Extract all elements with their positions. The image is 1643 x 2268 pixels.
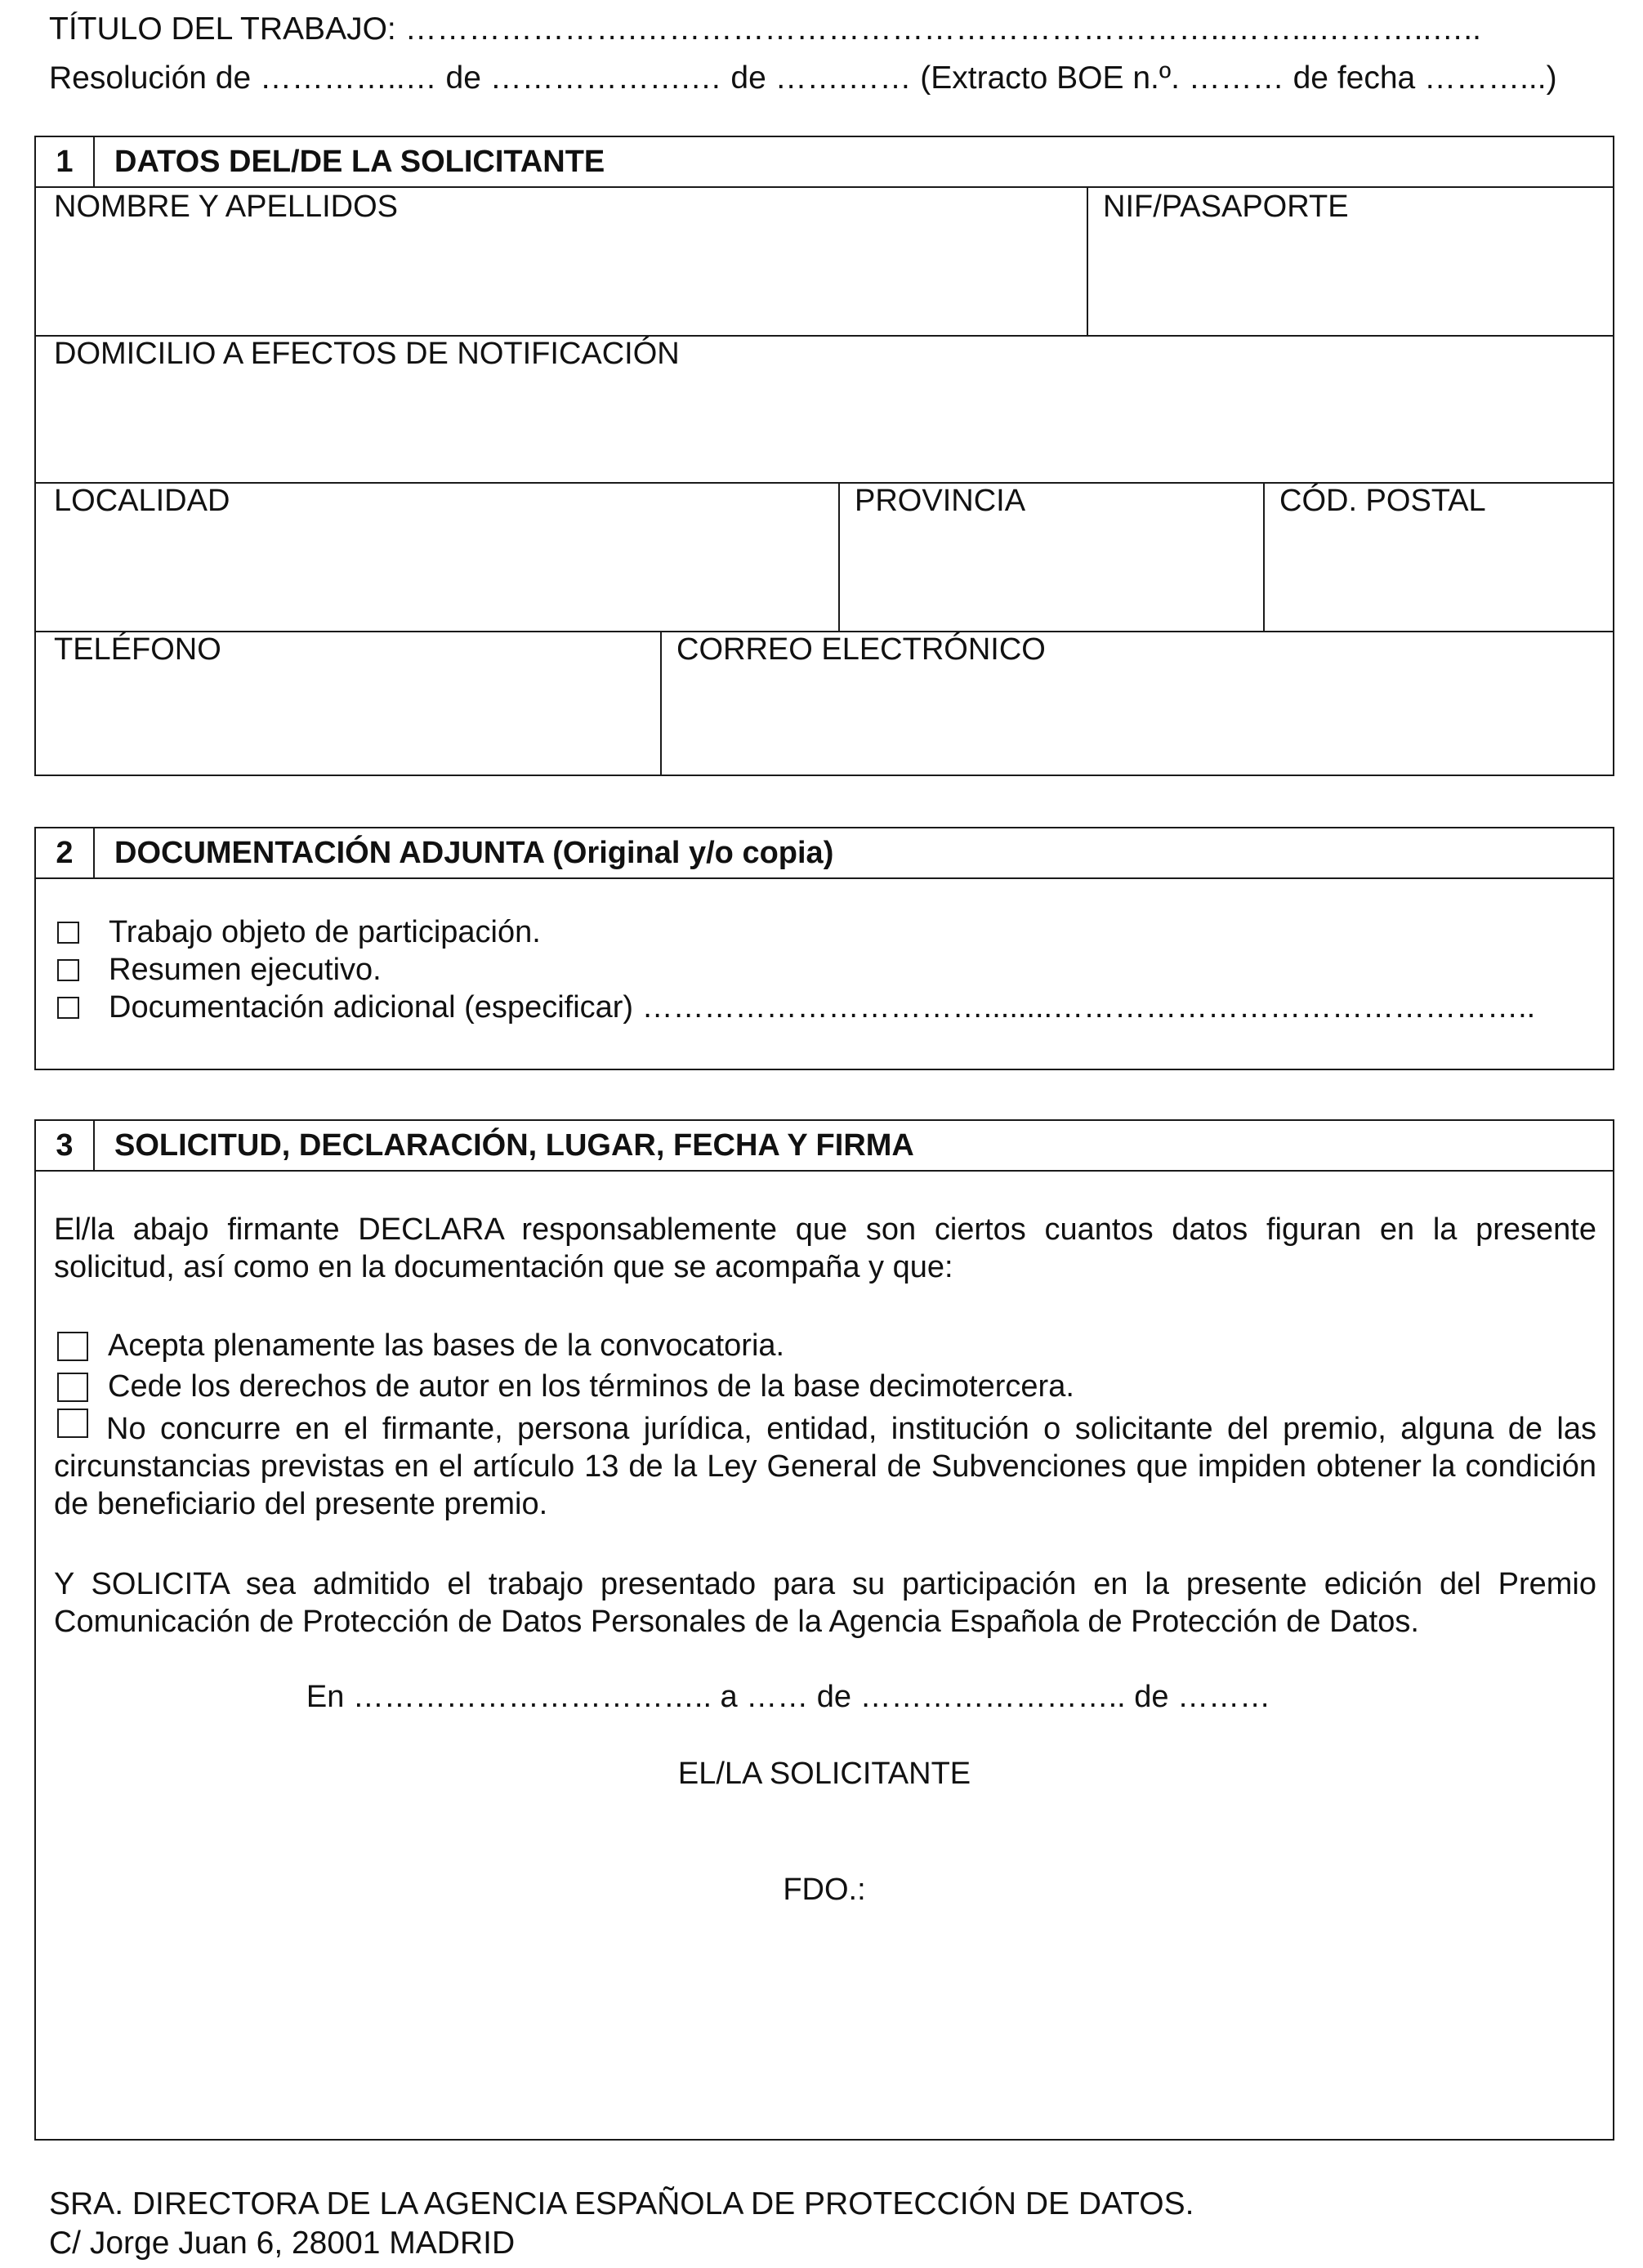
declaration-check-label: Cede los derechos de autor en los términos de la base decimotercera. bbox=[108, 1369, 1074, 1404]
doc-item-label: Trabajo objeto de participación. bbox=[109, 915, 541, 949]
divider bbox=[1263, 482, 1265, 631]
section-number: 1 bbox=[36, 137, 95, 186]
lugar-fecha-line[interactable]: En …………………………….. a …… de …………………….. de ……… bbox=[306, 1680, 1271, 1714]
address-line: C/ Jorge Juan 6, 28001 MADRID bbox=[49, 2226, 516, 2261]
nif-field[interactable]: NIF/PASAPORTE bbox=[1103, 190, 1349, 224]
doc-item bbox=[57, 990, 1535, 1025]
section-header bbox=[36, 828, 1613, 879]
declaration-check bbox=[57, 1328, 784, 1364]
section-number: 2 bbox=[36, 828, 95, 877]
section-title: DATOS DEL/DE LA SOLICITANTE bbox=[114, 144, 605, 179]
declaration-check-label: No concurre en el firmante, persona jurídica, entidad, institución o solicitante del premio, alguna de las circunstancias previstas en el artículo 13 de la Ley General de Subvenciones que impiden obtener la condición de beneficiario del presente premio. bbox=[54, 1412, 1596, 1521]
doc-item-label: Resumen ejecutivo. bbox=[109, 953, 382, 987]
checkbox[interactable] bbox=[57, 1373, 88, 1402]
firma-field[interactable]: FDO.: bbox=[783, 1873, 866, 1907]
section-title: DOCUMENTACIÓN ADJUNTA (Original y/o copia) bbox=[114, 835, 834, 870]
section-datos-solicitante bbox=[34, 136, 1614, 776]
checkbox[interactable] bbox=[57, 959, 79, 981]
divider bbox=[838, 482, 840, 631]
localidad-field[interactable]: LOCALIDAD bbox=[54, 484, 230, 518]
solicita-text: Y SOLICITA sea admitido el trabajo presentado para su participación en la presente edición del Premio Comunicación de Protección de Datos Personales de la Agencia Española de Protección de Datos. bbox=[54, 1567, 1596, 1639]
telefono-field[interactable]: TELÉFONO bbox=[54, 632, 221, 667]
correo-field[interactable]: CORREO ELECTRÓNICO bbox=[676, 632, 1046, 667]
domicilio-field[interactable]: DOMICILIO A EFECTOS DE NOTIFICACIÓN bbox=[54, 337, 680, 371]
declaration-text: El/la abajo firmante DECLARA responsablemente que son ciertos cuantos datos figuran en la presente solicitud, así como en la documentación que se acompaña y que: bbox=[54, 1212, 1596, 1284]
doc-item bbox=[57, 915, 541, 950]
cod-postal-field[interactable]: CÓD. POSTAL bbox=[1279, 484, 1486, 518]
declaration-check bbox=[57, 1369, 1074, 1404]
section-title: SOLICITUD, DECLARACIÓN, LUGAR, FECHA Y FIRMA bbox=[114, 1127, 914, 1163]
provincia-field[interactable]: PROVINCIA bbox=[855, 484, 1026, 518]
section-number: 3 bbox=[36, 1121, 95, 1170]
checkbox[interactable] bbox=[57, 922, 79, 944]
solicitante-label: EL/LA SOLICITANTE bbox=[677, 1757, 971, 1791]
section-documentacion bbox=[34, 827, 1614, 1070]
declaration-check-label: Acepta plenamente las bases de la convocatoria. bbox=[108, 1328, 785, 1363]
titulo-label: TÍTULO DEL TRABAJO: bbox=[49, 11, 396, 47]
divider bbox=[1087, 188, 1088, 335]
doc-item bbox=[57, 953, 382, 988]
titulo-dots[interactable]: ………………….………………………………………………..……...………..….. bbox=[404, 11, 1481, 47]
checkbox[interactable] bbox=[57, 997, 79, 1019]
resolucion-line: Resolución de …………..… de ……………….… de …….…… (Extracto BOE n.º. ……… de fecha ………...) bbox=[49, 60, 1557, 96]
section-header bbox=[36, 137, 1613, 188]
titulo-line bbox=[49, 11, 1481, 47]
doc-item-label: Documentación adicional (especificar) ……………………………........……………………………………….. bbox=[109, 990, 1536, 1025]
checkbox[interactable] bbox=[57, 1332, 88, 1361]
addressee-line: SRA. DIRECTORA DE LA AGENCIA ESPAÑOLA DE PROTECCIÓN DE DATOS. bbox=[49, 2186, 1194, 2221]
section-header bbox=[36, 1121, 1613, 1172]
section-solicitud bbox=[34, 1119, 1614, 2141]
divider bbox=[660, 631, 662, 776]
nombre-field[interactable]: NOMBRE Y APELLIDOS bbox=[54, 190, 398, 224]
